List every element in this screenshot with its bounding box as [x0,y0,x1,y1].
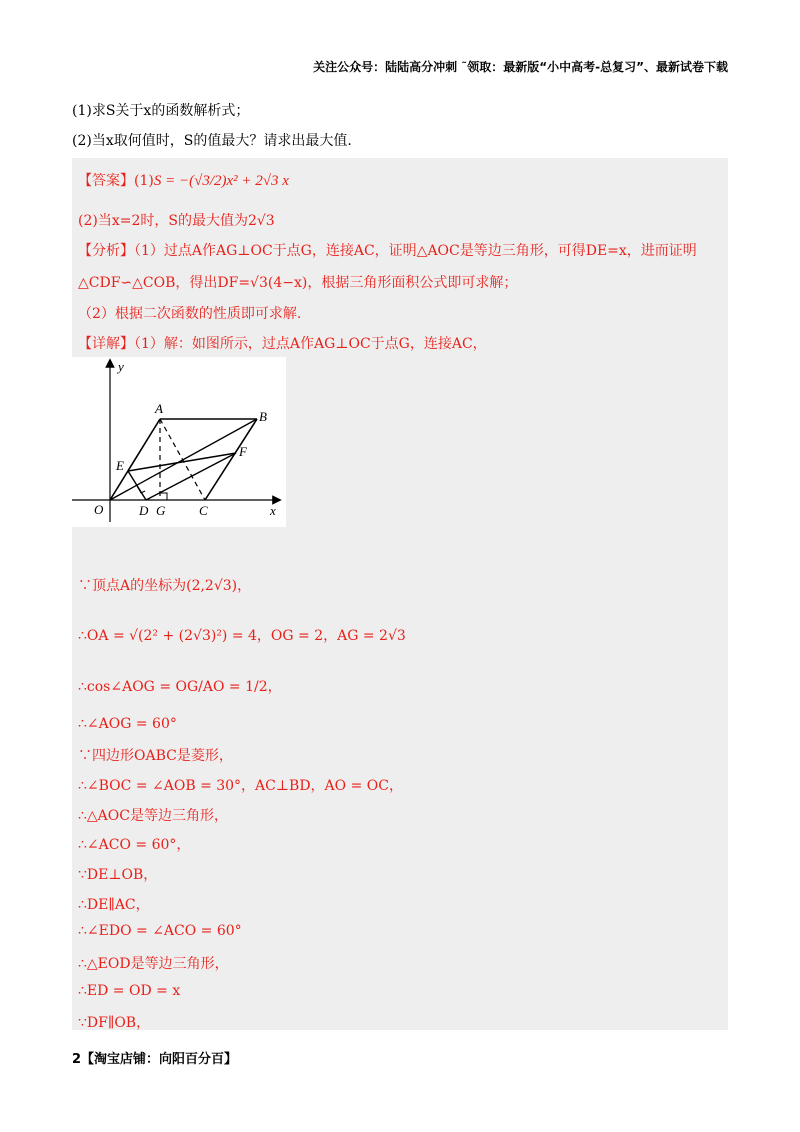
label-A: A [155,401,163,416]
question-part-1: (1)求S关于x的函数解析式； [72,103,250,119]
step-angle-boc: ∴∠BOC = ∠AOB = 30°，AC⊥BD，AO = OC， [78,778,403,794]
geometry-figure [72,357,286,527]
analysis-tag: 【分析】 [78,243,134,259]
label-O: O [94,502,104,517]
step-cos [78,676,282,696]
label-C: C [199,503,208,518]
label-D: D [139,503,149,518]
step-cos-text: ∴cos∠AOG = OG/AO = 1/2， [78,679,282,695]
step-oa-text: ∴OA = √(2² + (2√3)²) = 4，OG = 2，AG = 2√3 [78,628,406,644]
step-vertex-coordinate: ∵顶点A的坐标为(2,2√3)， [78,578,252,594]
detail-tag: 【详解】 [78,336,134,352]
right-angle-G [160,493,167,500]
page-header: 关注公众号：陆陆高分冲刺 ˜领取：最新版“小中高考-总复习”、最新试卷下载 [313,60,728,74]
step-oa-length [78,625,406,645]
page-footer: 2【淘宝店铺：向阳百分百】 [72,1052,238,1067]
label-E: E [116,458,124,473]
analysis-text-1: （1）过点A作AG⊥OC于点G，连接AC，证明△AOC是等边三角形，可得DE=x，进而证明 [134,243,697,259]
step-rhombus: ∵四边形OABC是菱形， [78,748,233,764]
step-equilateral-aoc: ∴△AOC是等边三角形， [78,808,228,824]
analysis-line-1 [78,240,697,260]
answer-line [78,170,289,190]
step-angle-edo: ∴∠EDO = ∠ACO = 60° [78,923,242,939]
question-part-2: (2)当x取何值时，S的值最大？请求出最大值. [72,133,352,149]
step-df-parallel: ∵DF∥OB， [78,1015,151,1031]
label-y: y [118,359,124,374]
step-equilateral-eod: ∴△EOD是等边三角形， [78,956,229,972]
diagonal-OB [110,419,257,500]
segment-ED [128,471,146,500]
step-de-perp: ∵DE⊥OB， [78,867,158,883]
label-G: G [156,503,166,518]
detail-line [78,333,487,353]
rhombus-diagram [72,357,286,527]
step-angle-aog-text: ∴∠AOG = 60° [78,716,177,732]
answer-part2: (2)当x=2时，S的最大值为2√3 [78,213,275,229]
step-ed-od: ∴ED = OD = x [78,983,181,999]
answer-part1-formula: S = −(√3/2)x² + 2√3 x [153,173,289,189]
label-F: F [239,444,247,459]
label-B: B [259,409,267,424]
side-BC [205,419,257,500]
step-angle-aco: ∴∠ACO = 60°， [78,837,191,853]
answer-tag: 【答案】 [78,173,134,189]
label-x: x [270,503,276,518]
step-angle-aog [78,716,177,732]
answer-part1-prefix: (1) [134,173,154,189]
analysis-line-2: △CDF∽△COB，得出DF=√3(4−x)，根据三角形面积公式即可求解； [78,275,518,291]
step-de-parallel: ∴DE∥AC， [78,897,150,913]
analysis-line-3: （2）根据二次函数的性质即可求解. [78,306,302,322]
detail-intro: （1）解：如图所示，过点A作AG⊥OC于点G，连接AC， [134,336,487,352]
